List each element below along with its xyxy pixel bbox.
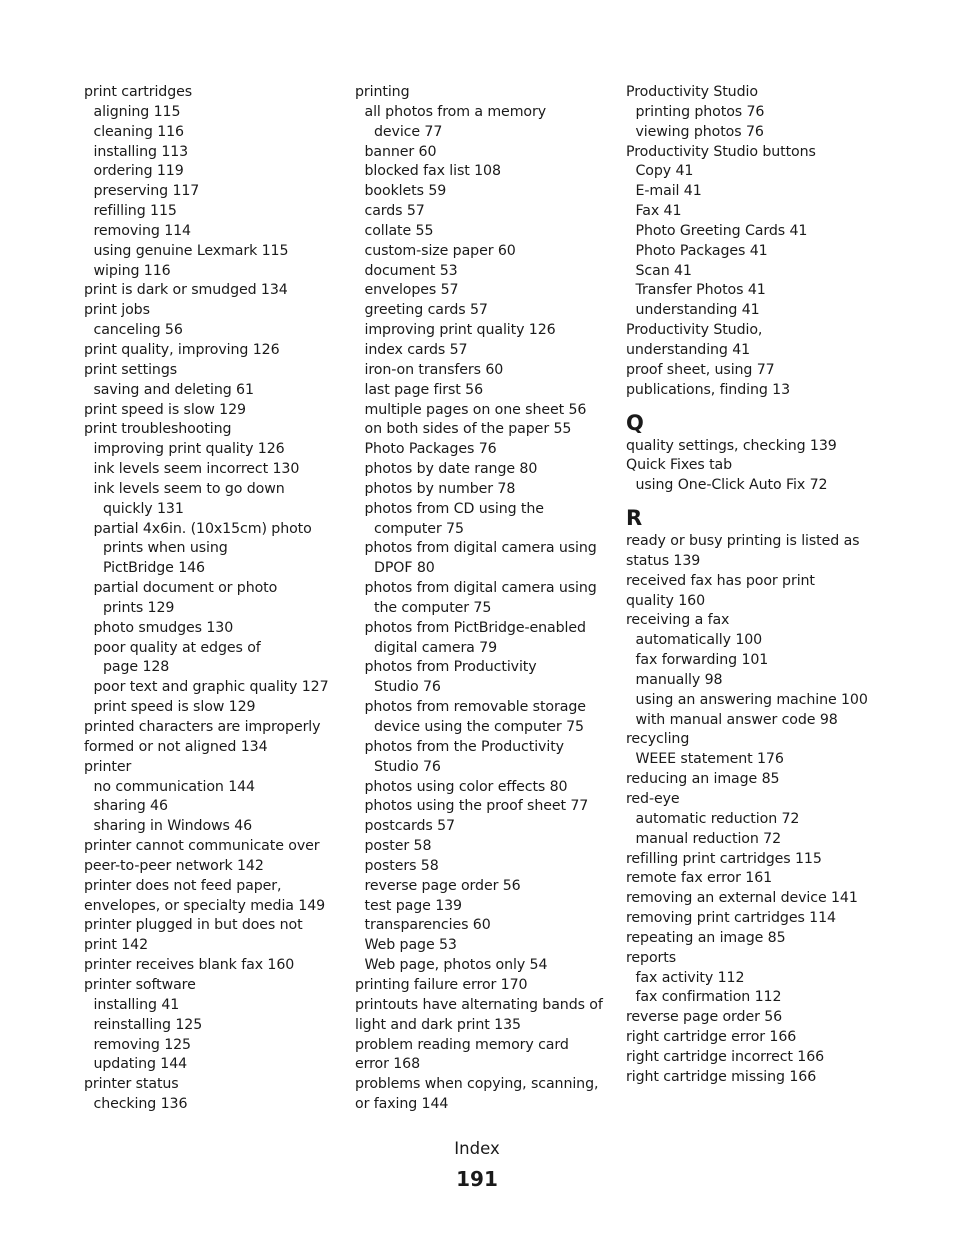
- index-subentry: photos from Productivity: [364, 659, 537, 676]
- index-subentry: no communication 144: [93, 778, 255, 795]
- index-subentry: poor text and graphic quality 127: [93, 679, 329, 696]
- index-entry: quality settings, checking 139: [626, 437, 837, 454]
- index-entry: reverse page order 56: [626, 1009, 783, 1026]
- index-entry: quality 160: [626, 592, 706, 609]
- index-subentry: photos using the proof sheet 77: [364, 798, 589, 815]
- index-subentry: cards 57: [364, 203, 425, 220]
- index-subentry: prints when using: [103, 540, 228, 557]
- index-entry: print quality, improving 126: [84, 341, 280, 358]
- index-subentry: removing 114: [93, 222, 191, 239]
- index-subentry: digital camera 79: [374, 639, 498, 656]
- index-entry: envelopes, or specialty media 149: [84, 897, 326, 914]
- index-entry: peer-to-peer network 142: [84, 857, 264, 874]
- index-subentry: removing 125: [93, 1036, 191, 1053]
- index-subentry: wiping 116: [93, 262, 171, 279]
- index-subentry: aligning 115: [93, 103, 181, 120]
- index-subentry: last page first 56: [364, 381, 484, 398]
- index-subentry: partial 4x6in. (10x15cm) photo: [93, 520, 312, 537]
- index-subentry: improving print quality 126: [93, 441, 285, 458]
- index-subentry: reverse page order 56: [364, 877, 521, 894]
- index-subentry: automatically 100: [635, 632, 763, 649]
- index-entry: removing print cartridges 114: [626, 910, 836, 927]
- index-subentry: photos from digital camera using: [364, 540, 597, 557]
- index-subentry: quickly 131: [103, 500, 184, 517]
- index-subentry: fax activity 112: [635, 969, 745, 986]
- index-entry: printing: [355, 84, 410, 100]
- index-entry: red-eye: [626, 791, 680, 807]
- index-subentry: Fax 41: [635, 203, 682, 220]
- index-entry: Quick Fixes tab: [626, 457, 733, 474]
- index-entry: printed characters are improperly: [84, 719, 321, 735]
- index-entry: print jobs: [84, 302, 150, 319]
- index-subentry: blocked fax list 108: [364, 163, 501, 180]
- index-subentry: printing photos 76: [635, 103, 765, 120]
- index-entry: Productivity Studio buttons: [626, 143, 816, 160]
- index-subentry: manually 98: [635, 671, 723, 688]
- index-subentry: booklets 59: [364, 183, 447, 200]
- index-entry: print settings: [84, 361, 178, 378]
- index-subentry: photos from removable storage: [364, 699, 586, 716]
- index-subentry: sharing 46: [93, 798, 168, 815]
- index-subentry: poster 58: [364, 838, 432, 855]
- index-subentry: saving and deleting 61: [93, 381, 254, 398]
- index-entry: printer does not feed paper,: [84, 877, 282, 894]
- index-subentry: automatic reduction 72: [635, 810, 800, 827]
- index-subentry: Copy 41: [635, 163, 694, 180]
- index-subentry: photos by date range 80: [364, 461, 538, 478]
- index-entry: printer: [84, 758, 132, 775]
- index-column-1: [84, 83, 346, 1115]
- index-subentry: canceling 56: [93, 322, 183, 339]
- index-entry: reducing an image 85: [626, 771, 780, 788]
- index-subentry: Web page 53: [364, 937, 457, 954]
- index-subentry: Photo Packages 76: [364, 441, 497, 458]
- index-subentry: multiple pages on one sheet 56: [364, 401, 587, 418]
- index-entry: right cartridge incorrect 166: [626, 1048, 825, 1065]
- index-subentry: preserving 117: [93, 183, 200, 200]
- index-subentry: Transfer Photos 41: [635, 282, 766, 299]
- index-entry: print troubleshooting: [84, 421, 232, 438]
- index-subentry: all photos from a memory: [364, 103, 547, 120]
- index-entry: print is dark or smudged 134: [84, 282, 288, 299]
- index-subentry: cleaning 116: [93, 123, 184, 140]
- index-subentry: ordering 119: [93, 163, 184, 180]
- index-subentry: Studio 76: [374, 758, 441, 775]
- index-entry: or faxing 144: [355, 1096, 449, 1113]
- index-subentry: the computer 75: [374, 599, 492, 616]
- index-entry: printer receives blank fax 160: [84, 957, 295, 974]
- index-subentry: device using the computer 75: [374, 719, 584, 735]
- index-subentry: document 53: [364, 262, 458, 279]
- index-subentry: WEEE statement 176: [635, 751, 784, 768]
- index-entry: refilling print cartridges 115: [626, 850, 822, 867]
- index-subentry: with manual answer code 98: [635, 711, 838, 728]
- index-entry: problem reading memory card: [355, 1036, 569, 1053]
- index-entry: remote fax error 161: [626, 870, 773, 887]
- index-subentry: photo smudges 130: [93, 619, 234, 636]
- index-entry: print 142: [84, 937, 149, 954]
- index-entry: understanding 41: [626, 341, 751, 358]
- index-subentry: using One-Click Auto Fix 72: [635, 477, 828, 494]
- index-subentry: improving print quality 126: [364, 322, 556, 339]
- index-subentry: page 128: [103, 659, 170, 676]
- index-entry: status 139: [626, 552, 701, 569]
- index-subentry: iron-on transfers 60: [364, 361, 504, 378]
- index-entry: right cartridge error 166: [626, 1029, 797, 1046]
- index-entry: receiving a fax: [626, 612, 730, 629]
- index-entry: formed or not aligned 134: [84, 738, 268, 755]
- index-entry: printouts have alternating bands of: [355, 996, 603, 1013]
- index-subentry: photos from digital camera using: [364, 580, 597, 597]
- index-subentry: custom-size paper 60: [364, 242, 516, 259]
- footer-section-label: Index: [454, 1139, 500, 1158]
- index-subentry: collate 55: [364, 222, 434, 239]
- index-subentry: understanding 41: [635, 302, 760, 319]
- index-subentry: prints 129: [103, 599, 175, 616]
- index-subentry: photos from the Productivity: [364, 738, 564, 755]
- index-subentry: print speed is slow 129: [93, 699, 256, 716]
- index-column-2: [355, 83, 617, 1115]
- index-subentry: Web page, photos only 54: [364, 957, 548, 974]
- index-subentry: photos from PictBridge-enabled: [364, 619, 586, 636]
- index-subentry: checking 136: [93, 1096, 188, 1113]
- index-subentry: E-mail 41: [635, 183, 702, 200]
- index-subentry: poor quality at edges of: [93, 639, 261, 656]
- index-subentry: postcards 57: [364, 818, 455, 835]
- index-entry: publications, finding 13: [626, 381, 791, 398]
- index-subentry: photos using color effects 80: [364, 778, 568, 795]
- index-subentry: index cards 57: [364, 341, 468, 358]
- index-subentry: Photo Packages 41: [635, 242, 768, 259]
- index-subentry: viewing photos 76: [635, 123, 764, 140]
- index-subentry: using genuine Lexmark 115: [93, 242, 289, 259]
- index-subentry: ink levels seem incorrect 130: [93, 461, 300, 478]
- index-subentry: envelopes 57: [364, 282, 459, 299]
- index-entry: proof sheet, using 77: [626, 361, 775, 378]
- index-subentry: fax confirmation 112: [635, 989, 782, 1006]
- index-letter-heading: R: [626, 506, 643, 531]
- index-subentry: sharing in Windows 46: [93, 818, 253, 835]
- index-subentry: photos from CD using the: [364, 500, 544, 517]
- index-subentry: Studio 76: [374, 679, 441, 696]
- index-subentry: Photo Greeting Cards 41: [635, 222, 808, 239]
- index-entry: printer software: [84, 976, 196, 993]
- index-letter-heading: Q: [626, 410, 644, 435]
- index-subentry: updating 144: [93, 1056, 188, 1073]
- index-entry: printing failure error 170: [355, 976, 528, 993]
- index-subentry: transparencies 60: [364, 917, 491, 934]
- index-entry: reports: [626, 949, 677, 966]
- index-subentry: ink levels seem to go down: [93, 480, 285, 497]
- index-subentry: computer 75: [374, 520, 464, 537]
- index-subentry: fax forwarding 101: [635, 652, 769, 669]
- index-column-3: [626, 83, 888, 1088]
- index-entry: problems when copying, scanning,: [355, 1076, 599, 1093]
- index-entry: Productivity Studio,: [626, 322, 763, 339]
- index-entry: repeating an image 85: [626, 929, 786, 946]
- index-subentry: Scan 41: [635, 262, 692, 279]
- index-subentry: device 77: [374, 123, 443, 140]
- index-entry: printer plugged in but does not: [84, 917, 303, 934]
- index-entry: printer status: [84, 1076, 179, 1093]
- index-subentry: greeting cards 57: [364, 302, 488, 319]
- index-entry: received fax has poor print: [626, 572, 815, 589]
- index-entry: ready or busy printing is listed as: [626, 533, 860, 550]
- index-entry: error 168: [355, 1056, 421, 1073]
- index-subentry: test page 139: [364, 897, 462, 914]
- index-subentry: partial document or photo: [93, 580, 278, 597]
- index-subentry: DPOF 80: [374, 560, 435, 577]
- index-subentry: posters 58: [364, 857, 439, 874]
- index-subentry: installing 41: [93, 996, 180, 1013]
- index-subentry: refilling 115: [93, 203, 177, 220]
- index-subentry: on both sides of the paper 55: [364, 421, 572, 438]
- index-subentry: reinstalling 125: [93, 1016, 203, 1033]
- index-entry: printer cannot communicate over: [84, 838, 320, 855]
- index-entry: removing an external device 141: [626, 890, 858, 907]
- index-subentry: using an answering machine 100: [635, 691, 868, 708]
- index-entry: print cartridges: [84, 84, 193, 100]
- index-entry: print speed is slow 129: [84, 401, 246, 418]
- index-entry: recycling: [626, 731, 690, 748]
- index-subentry: installing 113: [93, 143, 189, 160]
- index-subentry: manual reduction 72: [635, 830, 782, 847]
- index-subentry: PictBridge 146: [103, 560, 205, 577]
- index-entry: Productivity Studio: [626, 84, 758, 100]
- index-subentry: photos by number 78: [364, 480, 516, 497]
- index-entry: right cartridge missing 166: [626, 1068, 817, 1085]
- index-subentry: banner 60: [364, 143, 437, 160]
- index-entry: light and dark print 135: [355, 1016, 521, 1033]
- page-number: 191: [456, 1167, 498, 1191]
